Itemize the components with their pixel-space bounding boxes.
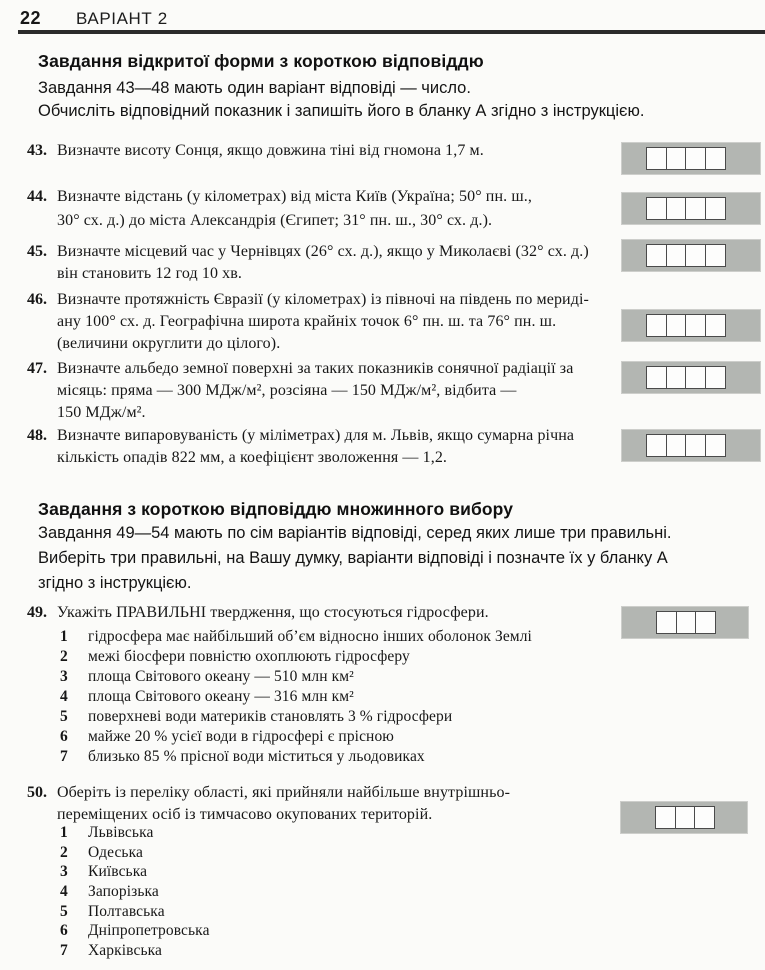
answer-cell-strip <box>646 366 726 389</box>
question-43-number: 43. <box>27 142 47 159</box>
answer-cell <box>685 366 706 389</box>
question-49-option-6-text: майже 20 % усієї води в гідросфері є прісною <box>88 728 394 745</box>
answer-cell-strip <box>646 147 726 170</box>
answer-cell <box>646 434 667 457</box>
variant-title: ВАРІАНТ 2 <box>76 9 168 28</box>
section1-intro-line: Обчисліть відповідний показник і запишіть його в бланку А згідно з інструкцією. <box>38 102 645 120</box>
answer-cell <box>646 314 667 337</box>
answer-box-q44 <box>622 193 760 224</box>
question-49-option-2-text: межі біосфери повністю охоплюють гідросферу <box>88 648 410 665</box>
question-48-text-line: Визначте випаровуваність (у міліметрах) для м. Львів, якщо сумарна річна <box>57 427 575 444</box>
section1-title: Завдання відкритої форми з короткою відповіддю <box>38 51 484 71</box>
question-50-text-line: Оберіть із переліку області, які прийняли найбільше внутрішньо- <box>57 784 511 801</box>
question-50-option-4-number: 4 <box>60 883 68 900</box>
answer-cell <box>666 434 687 457</box>
answer-cell <box>646 244 667 267</box>
answer-cell <box>646 147 667 170</box>
question-50-option-1-number: 1 <box>60 824 68 841</box>
answer-cell <box>685 314 706 337</box>
answer-cell-strip <box>646 434 726 457</box>
answer-cell <box>685 197 706 220</box>
question-44-text-line: Визначте відстань (у кілометрах) від міста Київ (Україна; 50° пн. ш., <box>57 188 532 205</box>
question-50-option-7-text: Харківська <box>88 942 163 959</box>
question-49-option-6-number: 6 <box>60 728 68 745</box>
answer-cell-strip <box>646 244 726 267</box>
question-50-option-5-text: Полтавська <box>88 903 165 920</box>
page-number: 22 <box>20 8 42 28</box>
header-rule <box>18 30 765 34</box>
question-50-option-2-number: 2 <box>60 844 68 861</box>
answer-cell <box>694 806 715 829</box>
answer-cell <box>705 147 726 170</box>
question-50-option-3-text: Київська <box>88 863 148 880</box>
question-45-text-line: він становить 12 год 10 хв. <box>57 265 243 282</box>
question-49-text-line: Укажіть ПРАВИЛЬНІ твердження, що стосуються гідросфери. <box>57 604 489 621</box>
question-45-text-line: Визначте місцевий час у Чернівцях (26° сх. д.), якщо у Миколаєві (32° сх. д.) <box>57 243 589 260</box>
section2-intro-line: згідно з інструкцією. <box>38 574 192 592</box>
answer-cell <box>705 197 726 220</box>
question-49-option-4-text: площа Світового океану — 316 млн км² <box>88 688 354 705</box>
answer-cell <box>685 244 706 267</box>
question-48-text-line: кількість опадів 822 мм, а коефіцієнт зволоження — 1,2. <box>57 449 448 466</box>
question-50-option-1-text: Львівська <box>88 824 154 841</box>
question-49-option-3-text: площа Світового океану — 510 млн км² <box>88 668 354 685</box>
question-50-option-7-number: 7 <box>60 942 68 959</box>
answer-cell-strip <box>655 806 715 829</box>
question-50-option-6-number: 6 <box>60 922 68 939</box>
question-47-text-line: 150 МДж/м². <box>57 404 146 421</box>
answer-cell <box>646 366 667 389</box>
question-44-text-line: 30° сх. д.) до міста Александрія (Єгипет; 31° пн. ш., 30° сх. д.). <box>57 212 493 229</box>
question-49-option-5-number: 5 <box>60 708 68 725</box>
question-49-option-5-text: поверхневі води материків становлять 3 % гідросфери <box>88 708 453 725</box>
answer-cell <box>705 314 726 337</box>
question-49-option-7-text: близько 85 % прісної води міститься у льодовиках <box>88 748 425 765</box>
answer-box-q49 <box>622 607 748 638</box>
question-49-option-1-text: гідросфера має найбільший об’єм відносно інших оболонок Землі <box>88 628 532 645</box>
question-49-option-4-number: 4 <box>60 688 68 705</box>
question-48-number: 48. <box>27 427 47 444</box>
section2-intro-line: Завдання 49—54 мають по сім варіантів відповіді, серед яких лише три правильні. <box>38 524 672 542</box>
answer-cell <box>666 197 687 220</box>
question-46-text-line: ану 100° сх. д. Географічна широта крайніх точок 6° пн. ш. та 76° пн. ш. <box>57 313 557 330</box>
answer-cell-strip <box>646 314 726 337</box>
question-50-option-2-text: Одеська <box>88 844 143 861</box>
answer-cell <box>666 147 687 170</box>
question-46-number: 46. <box>27 291 47 308</box>
question-49-number: 49. <box>27 604 47 621</box>
answer-cell <box>695 611 716 634</box>
question-49-option-2-number: 2 <box>60 648 68 665</box>
answer-cell <box>685 434 706 457</box>
answer-cell <box>676 611 697 634</box>
answer-cell <box>655 806 676 829</box>
question-45-number: 45. <box>27 243 47 260</box>
section2-intro-line: Виберіть три правильні, на Вашу думку, варіанти відповіді і позначте їх у бланку А <box>38 549 668 567</box>
answer-cell <box>666 366 687 389</box>
section2-title: Завдання з короткою відповіддю множинного вибору <box>38 499 514 519</box>
question-47-text-line: місяць: пряма — 300 МДж/м², розсіяна — 150 МДж/м², відбита — <box>57 382 517 399</box>
question-43-text-line: Визначте висоту Сонця, якщо довжина тіні від гномона 1,7 м. <box>57 142 484 159</box>
answer-box-q45 <box>622 240 760 271</box>
answer-cell <box>666 244 687 267</box>
answer-cell <box>705 434 726 457</box>
answer-box-q46 <box>622 310 760 341</box>
answer-box-q43 <box>622 143 760 174</box>
question-49-option-7-number: 7 <box>60 748 68 765</box>
question-49-option-1-number: 1 <box>60 628 68 645</box>
question-50-number: 50. <box>27 784 47 801</box>
answer-cell <box>656 611 677 634</box>
answer-box-q50 <box>621 802 747 833</box>
answer-cell-strip <box>656 611 716 634</box>
answer-cell <box>705 366 726 389</box>
answer-cell <box>705 244 726 267</box>
question-44-number: 44. <box>27 188 47 205</box>
answer-box-q48 <box>622 430 760 461</box>
answer-box-q47 <box>622 362 760 393</box>
question-47-text-line: Визначте альбедо земної поверхні за таких показників сонячної радіації за <box>57 360 574 377</box>
question-50-option-6-text: Дніпропетровська <box>88 922 210 939</box>
answer-cell-strip <box>646 197 726 220</box>
question-50-option-3-number: 3 <box>60 863 68 880</box>
question-50-text-line: переміщених осіб із тимчасово окупованих територій. <box>57 806 433 823</box>
question-49-option-3-number: 3 <box>60 668 68 685</box>
answer-cell <box>646 197 667 220</box>
answer-cell <box>675 806 696 829</box>
answer-cell <box>666 314 687 337</box>
answer-cell <box>685 147 706 170</box>
question-46-text-line: Визначте протяжність Євразії (у кілометрах) із півночі на південь по мериді- <box>57 291 589 308</box>
question-46-text-line: (величини округлити до цілого). <box>57 335 281 352</box>
section1-intro-line: Завдання 43—48 мають один варіант відповіді — число. <box>38 79 471 97</box>
question-47-number: 47. <box>27 360 47 377</box>
question-50-option-4-text: Запорізька <box>88 883 159 900</box>
question-50-option-5-number: 5 <box>60 903 68 920</box>
